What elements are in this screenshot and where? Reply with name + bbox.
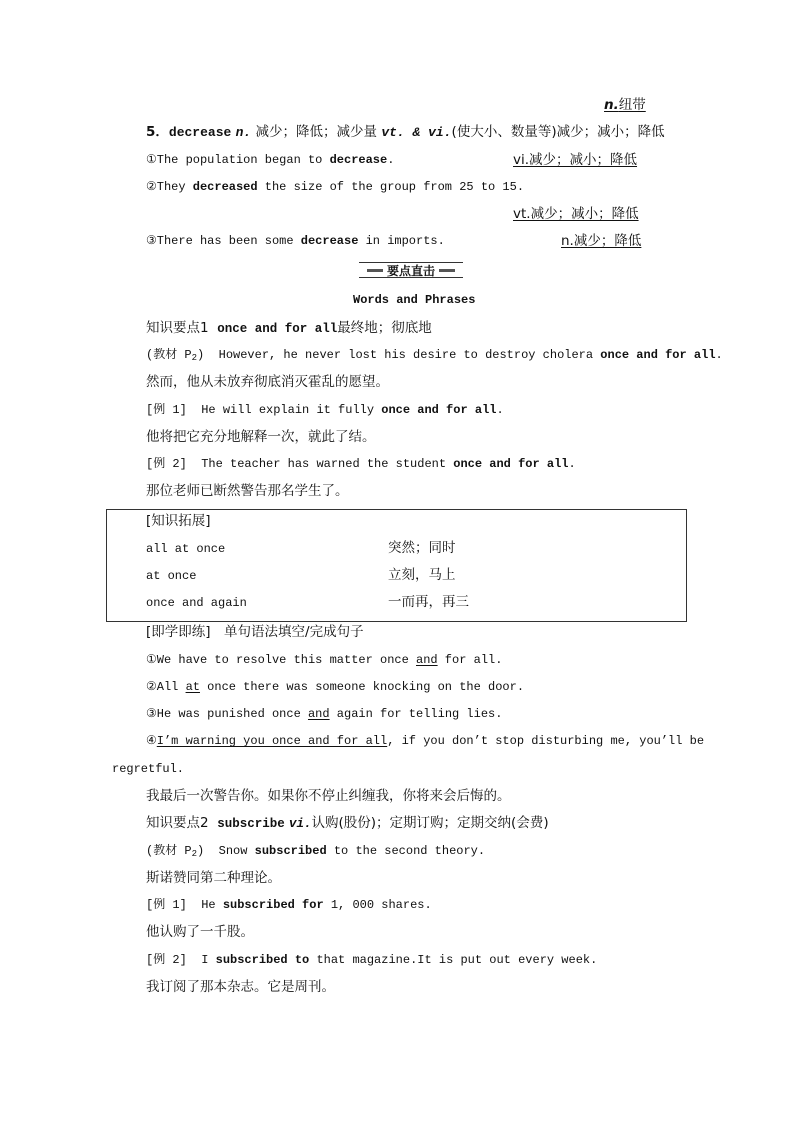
kp-label: 知识要点2	[146, 815, 209, 831]
sentence-text: to the second theory.	[326, 844, 486, 858]
sentence-text: The teacher has warned the student	[201, 457, 454, 471]
keyword: once and for all	[381, 403, 497, 417]
keyword: once and for all	[453, 457, 569, 471]
answer-blank: vi.减少；减小；降低	[513, 152, 638, 168]
expansion-meaning: 立刻，马上	[388, 567, 456, 583]
expansion-phrase: at once	[146, 569, 197, 583]
textbook-label: (教材 P	[146, 348, 192, 362]
keyword: decreased	[192, 180, 258, 194]
translation: 斯诺赞同第二种理论。	[146, 870, 281, 886]
answer-blank: and	[416, 653, 438, 667]
sentence-text: for all.	[437, 653, 503, 667]
entry-number: 5．	[146, 124, 169, 140]
practice-item-continued: regretful.	[112, 762, 185, 776]
sentence-text: .	[387, 153, 395, 167]
kp-label: 知识要点1	[146, 320, 209, 336]
textbook-page: 2	[191, 353, 198, 363]
badge-bar-right	[439, 269, 455, 272]
textbook-label: (教材 P	[146, 844, 192, 858]
keyword: subscribed for	[222, 898, 324, 912]
vocab-entry-5	[146, 123, 665, 142]
sentence-text: He will explain it fully	[201, 403, 382, 417]
example-sentence	[146, 951, 597, 969]
item-number: ④	[146, 734, 157, 748]
sentence-text: ③He was punished once	[146, 707, 308, 721]
expansion-title: [知识拓展]	[146, 513, 211, 529]
sentence-text: ①We have to resolve this matter once	[146, 653, 416, 667]
sentence-text: Snow	[218, 844, 255, 858]
example-sentence	[146, 896, 432, 914]
sentence-text: in imports.	[358, 234, 445, 248]
practice-item	[146, 705, 502, 723]
entry-pos: vt. & vi.	[381, 125, 452, 140]
keyword: decrease	[329, 153, 388, 167]
translation: 然而，他从未放弃彻底消灭霍乱的愿望。	[146, 374, 389, 390]
badge-text: 要点直击	[386, 263, 435, 278]
answer-blank: I’m warning you once and for all	[156, 734, 388, 748]
entry-pos: n.	[235, 125, 252, 140]
keyword: subscribed to	[215, 953, 310, 967]
kp-phrase: once and for all	[217, 322, 338, 336]
example-label: [例 2]	[146, 457, 187, 471]
answer-blank: vt.减少；减小；降低	[513, 206, 639, 222]
example-label: [例 2]	[146, 953, 187, 967]
sentence-text: However, he never lost his desire to destroy cholera	[218, 348, 601, 362]
expansion-meaning: 一而再，再三	[388, 594, 469, 610]
example-sentence	[146, 151, 394, 169]
sentence-text: again for telling lies.	[329, 707, 503, 721]
section-title: Words and Phrases	[353, 293, 476, 307]
kp-pos: vi.	[289, 817, 312, 831]
sentence-text: .	[568, 457, 576, 471]
sentence-text: ②They	[146, 180, 193, 194]
kp-word: subscribe	[217, 817, 285, 831]
example-sentence	[146, 455, 576, 473]
textbook-page: 2	[191, 849, 198, 859]
answer-blank: n.减少；降低	[561, 233, 642, 249]
sentence-text: ③There has been some	[146, 234, 301, 248]
textbook-label: )	[197, 348, 205, 362]
sentence-text: that magazine.It is put out every week.	[309, 953, 598, 967]
practice-item	[146, 678, 524, 696]
sentence-text: ①The population began to	[146, 153, 330, 167]
sentence-text: , if you don’t stop disturbing me, you’ll be	[387, 734, 705, 748]
entry-word: decrease	[168, 125, 232, 140]
practice-title: [即学即练] 单句语法填空/完成句子	[146, 624, 364, 640]
practice-item	[146, 732, 704, 750]
example-sentence	[146, 401, 504, 419]
textbook-label: )	[197, 844, 205, 858]
sentence-text: .	[715, 348, 723, 362]
expansion-phrase: once and again	[146, 596, 247, 610]
sentence-text: .	[496, 403, 504, 417]
sentence-text: He	[201, 898, 223, 912]
section-badge	[359, 262, 463, 278]
sentence-text: ②All	[146, 680, 186, 694]
textbook-quote	[146, 842, 485, 863]
top-answer	[604, 96, 646, 114]
practice-item	[146, 651, 502, 669]
translation: 他将把它充分地解释一次，就此了结。	[146, 429, 376, 445]
sentence-text: the size of the group from 25 to 15.	[257, 180, 525, 194]
kp-meaning: 最终地；彻底地	[337, 320, 432, 336]
knowledge-point-1	[146, 319, 432, 338]
sentence-text: I	[201, 953, 216, 967]
expansion-phrase: all at once	[146, 542, 226, 556]
entry-definition: 减少；降低；减少量	[255, 124, 378, 140]
keyword: decrease	[300, 234, 359, 248]
sentence-text: once there was someone knocking on the door.	[199, 680, 525, 694]
translation: 我最后一次警告你。如果你不停止纠缠我，你将来会后悔的。	[146, 788, 511, 804]
translation: 那位老师已断然警告那名学生了。	[146, 483, 349, 499]
example-label: [例 1]	[146, 403, 187, 417]
knowledge-point-2	[146, 814, 549, 833]
expansion-meaning: 突然；同时	[388, 540, 456, 556]
answer-blank: at	[185, 680, 200, 694]
meaning-text: 纽带	[618, 97, 646, 113]
textbook-quote	[146, 346, 723, 367]
sentence-text: 1, 000 shares.	[323, 898, 432, 912]
keyword: subscribed	[254, 844, 327, 858]
example-sentence	[146, 232, 445, 250]
answer-blank: and	[307, 707, 330, 721]
entry-definition: (使大小、数量等)减少；减小；降低	[451, 124, 665, 140]
example-label: [例 1]	[146, 898, 187, 912]
translation: 他认购了一千股。	[146, 924, 254, 940]
kp-meaning: 认购(股份)；定期订购；定期交纳(会费)	[311, 815, 549, 831]
example-sentence	[146, 178, 524, 196]
badge-bar-left	[367, 269, 383, 272]
keyword: once and for all	[600, 348, 716, 362]
translation: 我订阅了那本杂志。它是周刊。	[146, 979, 335, 995]
pos-label: n.	[604, 97, 619, 113]
